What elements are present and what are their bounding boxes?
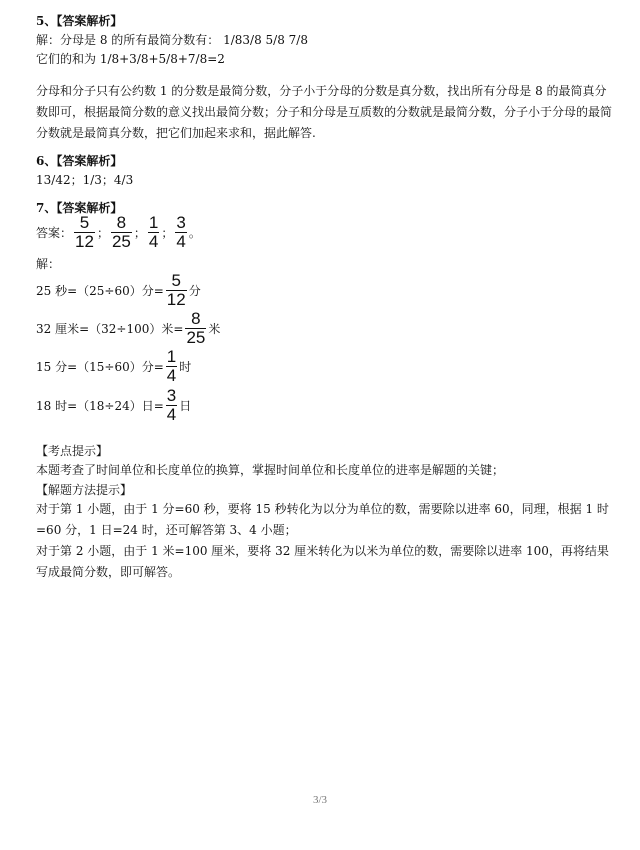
step-fraction — [166, 272, 187, 309]
answer-fraction-3 — [148, 214, 159, 251]
q7-heading: 7、【答案解析】 — [36, 201, 123, 215]
q7-solution-label: 解： — [36, 257, 61, 271]
fraction-denominator: 4 — [148, 232, 159, 251]
answer-fraction-2 — [111, 214, 132, 251]
fraction-numerator: 1 — [148, 213, 159, 232]
fraction-denominator: 12 — [166, 290, 186, 309]
step-fraction — [166, 348, 177, 385]
q5-explanation: 分母和分子只有公约数 1 的分数是最简分数，分子小于分母的分数是真分数，找出所有分母是 8 的最简真分数即可，根据最简分数的意义找出最简分数；分子和分母是互质数的分数就是最简分数，分子小于分母的最简分数就是最简真分数，把它们加起来求和，据此解答. — [36, 84, 613, 140]
method-text-2: 对于第 2 小题，由于 1 米=100 厘米，要将 32 厘米转化为以米为单位的数，需要除以进率 100，再将结果写成最简分数，即可解答。 — [36, 544, 609, 579]
fraction-numerator: 5 — [79, 213, 90, 232]
answer-fraction-1 — [74, 214, 95, 251]
step-unit: 时 — [179, 360, 192, 374]
step-prefix: 32 厘米=（32÷100）米= — [36, 322, 184, 336]
page-number: 3/3 — [312, 794, 328, 806]
fraction-numerator: 8 — [116, 213, 127, 232]
fraction-numerator: 8 — [191, 309, 201, 328]
tip-text: 本题考查了时间单位和长度单位的换算，掌握时间单位和长度单位的进率是解题的关键； — [36, 463, 505, 477]
fraction-denominator: 25 — [111, 232, 131, 251]
fraction-denominator: 4 — [166, 366, 177, 385]
q5-heading: 5、【答案解析】 — [36, 14, 123, 28]
answer-separator: ； — [161, 226, 174, 240]
step-fraction — [166, 387, 177, 424]
q6-answer: 13/42；1/3；4/3 — [36, 173, 134, 187]
step-unit: 日 — [179, 399, 192, 413]
fraction-numerator: 3 — [166, 386, 177, 405]
q7-answer-label: 答案： — [36, 226, 73, 240]
q7-answer-line — [36, 214, 201, 251]
step-unit: 米 — [208, 322, 221, 336]
q7-step-1 — [36, 272, 201, 309]
q5-solution-line: 解：分母是 8 的所有最简分数有： 1/83/8 5/8 7/8 — [36, 33, 308, 47]
step-fraction — [185, 310, 206, 347]
tip-heading: 【考点提示】 — [36, 444, 109, 458]
fraction-numerator: 5 — [171, 271, 181, 290]
fraction-denominator: 25 — [186, 328, 206, 347]
q7-step-4 — [36, 387, 191, 424]
q6-heading: 6、【答案解析】 — [36, 154, 123, 168]
fraction-numerator: 1 — [166, 347, 177, 366]
step-prefix: 25 秒=（25÷60）分= — [36, 284, 164, 298]
q7-step-2 — [36, 310, 220, 347]
method-heading: 【解题方法提示】 — [36, 483, 133, 497]
answer-separator: ； — [133, 226, 146, 240]
step-unit: 分 — [188, 284, 201, 298]
answer-separator: 。 — [188, 226, 201, 240]
q5-sum-line: 它们的和为 1/8+3/8+5/8+7/8=2 — [36, 52, 225, 66]
fraction-denominator: 4 — [166, 405, 177, 424]
answer-fraction-4 — [175, 214, 186, 251]
fraction-denominator: 12 — [75, 232, 94, 251]
answer-separator: ； — [96, 226, 109, 240]
step-prefix: 18 时=（18÷24）日= — [36, 399, 164, 413]
q7-step-3 — [36, 348, 191, 385]
fraction-denominator: 4 — [176, 232, 186, 251]
step-prefix: 15 分=（15÷60）分= — [36, 360, 164, 374]
method-text-1: 对于第 1 小题，由于 1 分=60 秒，要将 15 秒转化为以分为单位的数，需要除以进率 60，同理，根据 1 时=60 分，1 日=24 时，还可解答第 3、4 小题； — [36, 502, 609, 537]
fraction-numerator: 3 — [176, 213, 186, 232]
